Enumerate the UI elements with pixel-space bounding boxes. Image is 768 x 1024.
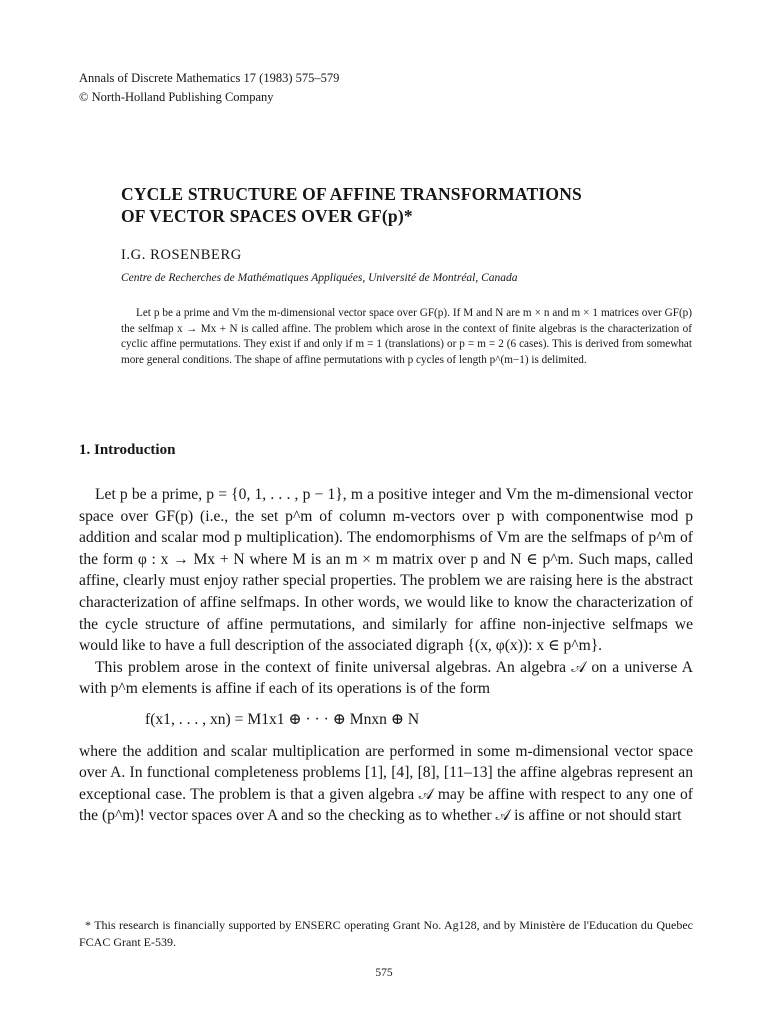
footnote-text: * This research is financially supported by ENSERC operating Grant No. Ag128, and by Ministère de l'Education du Quebec FCAC Grant E-539. bbox=[79, 918, 693, 949]
title-line-1: CYCLE STRUCTURE OF AFFINE TRANSFORMATIONS bbox=[121, 184, 582, 204]
page-number: 575 bbox=[375, 967, 393, 979]
paragraph-2: This problem arose in the context of finite universal algebras. An algebra 𝒜 on a universe A with p^m elements is affine if each of its operations is of the form bbox=[79, 658, 693, 698]
publisher-line: © North-Holland Publishing Company bbox=[79, 90, 274, 104]
section-heading: 1. Introduction bbox=[79, 442, 176, 458]
footnote bbox=[79, 917, 693, 951]
journal-header bbox=[79, 69, 339, 107]
author-name: I.G. ROSENBERG bbox=[121, 247, 242, 263]
title-line-2: OF VECTOR SPACES OVER GF(p)* bbox=[121, 206, 413, 226]
equation: f(x1, . . . , xn) = M1x1 ⊕ · · · ⊕ Mnxn ⊕ N bbox=[145, 710, 420, 728]
body-text bbox=[79, 484, 693, 827]
paragraph-1: Let p be a prime, p = {0, 1, . . . , p − 1}, m a positive integer and Vm the m-dimensional vector space over GF(p) (i.e., the set p^m of column m-vectors over p with componentwise mod p addition and scalar mod p multiplication). The endomorphisms of Vm are the selfmaps of p^m of the form φ : x → Mx + N where M is an m × m matrix over p and N ∈ p^m. Such maps, called affine, clearly must enjoy rather special properties. The problem we are raising here is the abstract characterization of affine selfmaps. In other words, we would like to know the characterization of the cycle structure of affine permutations, and similarly for affine non-injective selfmaps we would like to have a full description of the associated digraph {(x, φ(x)): x ∈ p^m}. bbox=[79, 486, 693, 655]
author-affiliation: Centre de Recherches de Mathématiques Appliquées, Université de Montréal, Canada bbox=[121, 272, 518, 284]
article-title bbox=[121, 183, 582, 227]
journal-citation: Annals of Discrete Mathematics 17 (1983) 575–579 bbox=[79, 71, 340, 85]
paragraph-3: where the addition and scalar multiplication are performed in some m-dimensional vector space over A. In functional completeness problems [1], [4], [8], [11–13] the affine algebras represent an exceptional case. The problem is that a given algebra 𝒜 may be affine with respect to any one of the (p^m)! vector spaces over A and so the checking as to whether 𝒜 is affine or not should start bbox=[79, 742, 693, 825]
abstract-text: Let p be a prime and Vm the m-dimensional vector space over GF(p). If M and N are m × n and m × 1 matrices over GF(p) the selfmap x → Mx + N is called affine. The problem which arose in the context of finite algebras is the characterization of cyclic affine permutations. They exist if and only if m = 1 (translations) or p = m = 2 (6 cases). This is derived from somewhat more general conditions. The shape of affine permutations with p cycles of length p^(m−1) is delimited. bbox=[121, 307, 692, 366]
abstract bbox=[121, 306, 692, 368]
